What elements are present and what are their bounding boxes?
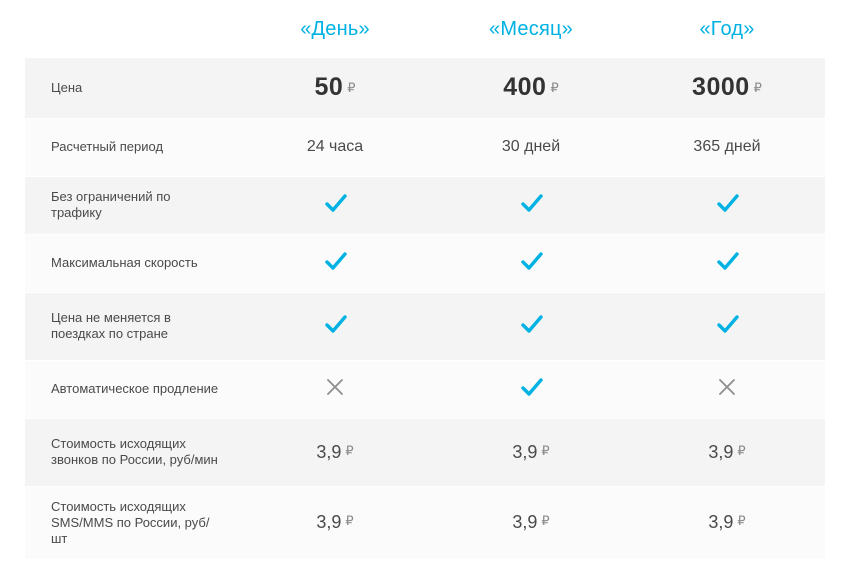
check-icon	[717, 251, 737, 271]
table-row	[25, 176, 825, 234]
check-icon	[521, 251, 541, 271]
cell-price-nationwide-year	[629, 292, 825, 360]
cell-price-month	[433, 58, 629, 118]
check-icon	[717, 314, 737, 334]
column-header-day: «День»	[237, 0, 433, 58]
cell-price-year	[629, 58, 825, 118]
currency-symbol: ₽	[345, 513, 354, 528]
cross-icon	[326, 378, 344, 396]
currency-symbol: ₽	[753, 80, 762, 96]
table-header	[25, 0, 825, 58]
table-row	[25, 118, 825, 176]
currency-symbol: ₽	[737, 442, 746, 458]
tariff-comparison-table	[25, 0, 825, 560]
check-icon	[521, 193, 541, 213]
cell-auto-renewal-year	[629, 360, 825, 418]
cell-calls-cost-month	[433, 418, 629, 486]
cell-calls-cost-day	[237, 418, 433, 486]
row-label-outgoing-calls-cost: Стоимость исходящих звонков по России, руб/мин	[25, 418, 237, 486]
cell-unlimited-month	[433, 176, 629, 234]
money-value: 3,9	[512, 512, 538, 532]
cell-period-year	[629, 118, 825, 176]
currency-symbol: ₽	[541, 442, 550, 458]
currency-symbol: ₽	[737, 513, 746, 528]
row-label-max-speed: Максимальная скорость	[25, 234, 237, 292]
check-icon	[325, 193, 345, 213]
cell-period-day	[237, 118, 433, 176]
table-row	[25, 58, 825, 118]
cell-unlimited-year	[629, 176, 825, 234]
check-icon	[325, 251, 345, 271]
table-row	[25, 292, 825, 360]
row-label-unlimited-traffic: Без ограничений по трафику	[25, 176, 237, 234]
currency-symbol: ₽	[550, 80, 559, 96]
check-icon	[521, 377, 541, 397]
table-row	[25, 360, 825, 418]
cell-sms-cost-year	[629, 486, 825, 559]
cross-icon	[718, 378, 736, 396]
price-value: 400	[503, 73, 547, 102]
cell-unlimited-day	[237, 176, 433, 234]
row-label-billing-period: Расчетный период	[25, 118, 237, 176]
cell-max-speed-day	[237, 234, 433, 292]
table-header-row	[25, 0, 825, 58]
table-body	[25, 58, 825, 559]
money-value: 3,9	[708, 441, 734, 462]
column-header-year: «Год»	[629, 0, 825, 58]
cell-sms-cost-month	[433, 486, 629, 559]
cell-max-speed-year	[629, 234, 825, 292]
header-blank-cell	[25, 0, 237, 58]
cell-max-speed-month	[433, 234, 629, 292]
money-value: 3,9	[708, 512, 734, 532]
price-value: 3000	[692, 73, 750, 102]
cell-sms-cost-day	[237, 486, 433, 559]
money-value: 3,9	[316, 512, 342, 532]
currency-symbol: ₽	[345, 442, 354, 458]
price-value: 50	[314, 73, 344, 102]
column-header-month: «Месяц»	[433, 0, 629, 58]
table-row	[25, 234, 825, 292]
money-value: 3,9	[512, 441, 538, 462]
table-row	[25, 486, 825, 559]
cell-auto-renewal-month	[433, 360, 629, 418]
currency-symbol: ₽	[541, 513, 550, 528]
cell-price-day	[237, 58, 433, 118]
period-value: 30 дней	[501, 138, 561, 155]
row-label-price-nationwide: Цена не меняется в поездках по стране	[25, 292, 237, 360]
money-value: 3,9	[316, 441, 342, 462]
period-value: 365 дней	[693, 138, 761, 155]
currency-symbol: ₽	[347, 80, 356, 96]
row-label-auto-renewal: Автоматическое продление	[25, 360, 237, 418]
cell-calls-cost-year	[629, 418, 825, 486]
cell-price-nationwide-month	[433, 292, 629, 360]
cell-price-nationwide-day	[237, 292, 433, 360]
row-label-outgoing-sms-cost: Стоимость исходящих SMS/MMS по России, руб/шт	[25, 486, 237, 559]
table-row	[25, 418, 825, 486]
period-value: 24 часа	[306, 138, 364, 155]
row-label-price: Цена	[25, 58, 237, 118]
check-icon	[521, 314, 541, 334]
check-icon	[717, 193, 737, 213]
cell-period-month	[433, 118, 629, 176]
check-icon	[325, 314, 345, 334]
cell-auto-renewal-day	[237, 360, 433, 418]
